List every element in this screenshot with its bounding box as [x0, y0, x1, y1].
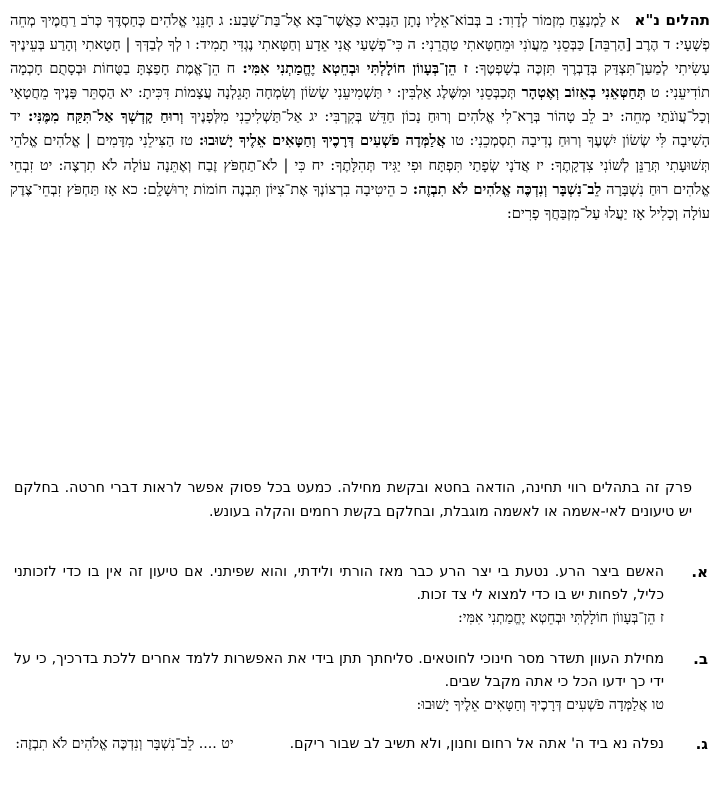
note-quote: לֵב־נִשְׁבָּר וְנִדְכֶּה אֱלֹהִים לֹא תִבְזֶה:: [15, 736, 195, 752]
note-letter: ב.: [693, 650, 708, 668]
note-letter: ג.: [695, 735, 708, 753]
psalm-text: [10, 8, 710, 226]
psalm-verse-8: ח הֵן־אֱמֶת חָפַצְתָּ בַטֻּחוֹת וּבְסָתֻם חָכְמָה תוֹדִיעֵנִי: ט: [10, 60, 711, 102]
note-text: מחילת העוון תשדר מסר חינוכי לחוטאים. סליחתך תתן בידי את האפשרות ללמד אחרים ללכת בדרכיך, כי על ידי כך ידעו הכל כי אתה מקבל שבים.: [14, 651, 664, 691]
note-body: [14, 733, 664, 756]
note-quote-prefix: יט ....: [194, 736, 234, 752]
psalm-verse-19-highlight: לֵב־נִשְׁבָּר וְנִדְכֶּה אֱלֹהִים לֹא תִבְזֶה:: [407, 180, 602, 198]
note-b: [14, 648, 708, 718]
psalm-verse-14: יד הָשִׁיבָה לִּי שְׂשׂוֹן יִשְׁעֶךָ וְרוּחַ נְדִיבָה תִסְמְכֵנִי: טו: [10, 108, 710, 150]
psalm-verse-13-highlight: וְרוּחַ קָדְשְׁךָ אַל־תִּקַּח מִמֶּנִּי:: [20, 108, 184, 126]
psalm-verse-7: ז הֵן־בְּעָווֹן חוֹלָלְתִּי וּבְחֵטְא יֶחֱמַתְנִי אִמִּי:: [235, 60, 468, 78]
psalm-verses-9-13: תְּכַבְּסֵנִי וּמִשֶּׁלֶג אַלְבִּין: י תַּשְׁמִיעֵנִי שָׂשׂוֹן וְשִׂמְחָה תָּגֵלְנָה עֲצָמוֹת דִּכִּיתָ: יא הַסְתֵּר פָּנֶיךָ מֵחֲטָאָי וְכָל־עֲוֺנֹתַי מְחֵה: יב לֵב טָהוֹר בְּרָא־לִי אֱלֹהִים וְרוּחַ נָכוֹן חַדֵּשׁ בְּקִרְבִּי: יג אַל־תַּשְׁלִיכֵנִי מִלְּפָנֶיךָ: [10, 84, 710, 126]
note-quote: ז הֵן־בְּעָווֹן חוֹלָלְתִּי וּבְחֵטְא יֶחֱמַתְנִי אִמִּי:: [457, 610, 664, 627]
note-body: [14, 561, 664, 631]
psalm-verse-9-highlight: תְּחַטְּאֵנִי בְאֵזוֹב וְאֶטְהָר: [516, 84, 646, 102]
psalm-verses-20-21: כ הֵיטִיבָה בִרְצוֹנְךָ אֶת־צִיּוֹן תִּבְנֶה חוֹמוֹת יְרוּשָׁלִָם: כא אָז תַּחְפֹּץ זִבְחֵי־צֶדֶק עוֹלָה וְכָלִיל אָז יַעֲלוּ עַל־מִזְבַּחֲךָ פָרִים:: [10, 180, 710, 222]
note-c: [14, 733, 708, 756]
note-text: נפלה נא ביד ה' אתה אל רחום וחנון, ולא תשיב לב שבור ריקם.: [289, 736, 664, 752]
intro-paragraph: פרק זה בתהלים רווי תחינה, הודאה בחטא ובקשת מחילה. כמעט בכל פסוק אפשר לראות דברי חרטה. בחלקם יש טיעונים לאי-אשמה או לאשמה מוגבלת, ובחלקם בקשת רחמים והקלה בעונש.: [14, 480, 692, 521]
note-letter: א.: [691, 563, 708, 581]
note-quote: טו אֲלַמְּדָה פֹשְׁעִים דְּרָכֶיךָ וְחַטָּאִים אֵלֶיךָ יָשׁוּבוּ:: [416, 697, 664, 714]
psalm-header: תהלים נ"א: [634, 11, 711, 29]
note-a: [14, 561, 708, 631]
psalm-verses-16-19: טז הַצִּילֵנִי מִדָּמִים | אֱלֹהִים אֱלֹהֵי תְּשׁוּעָתִי תְּרַנֵּן לְשׁוֹנִי צִדְקָתֶךָ: יז אֲדֹנָי שְׂפָתַי תִּפְתָּח וּפִי יַגִּיד תְּהִלָּתֶךָ: יח כִּי | לֹא־תַחְפֹּץ זֶבַח וְאֶתֵּנָה עוֹלָה לֹא תִרְצֶה: יט זִבְחֵי אֱלֹהִים רוּחַ נִשְׁבָּרָה: [10, 132, 711, 198]
psalm-verse-15: אֲלַמְּדָה פֹשְׁעִים דְּרָכֶיךָ וְחַטָּאִים אֵלֶיךָ יָשׁוּבוּ:: [192, 132, 446, 150]
note-body: [14, 648, 664, 718]
psalm-verses-1-6: א לַמְנַצֵּחַ מִזְמוֹר לְדָוִד: ב בְּבוֹא־אֵלָיו נָתָן הַנָּבִיא כַּאֲשֶׁר־בָּא אֶל־בַּת־שָׁבַע: ג חָנֵּנִי אֱלֹהִים כְּחַסְדֶּךָ כְּרֹב רַחֲמֶיךָ מְחֵה פְשָׁעָי: ד הֶרֶב [הַרְבֵּה] כַּבְּסֵנִי מֵעֲוֺנִי וּמֵחַטָּאתִי טַהֲרֵנִי: ה כִּי־פְשָׁעַי אֲנִי אֵדָע וְחַטָּאתִי נֶגְדִּי תָמִיד: ו לְךָ לְבַדְּךָ | חָטָאתִי וְהָרַע בְּעֵינֶיךָ עָשִׂיתִי לְמַעַן־תִּצְדַּק בְּדָבְרֶךָ תִּזְכֶּה בְשָׁפְטֶךָ:: [10, 12, 710, 78]
note-text: האשם ביצר הרע. נטעת בי יצר הרע כבר מאז הורתי ולידתי, והוא שפיתני. אם טיעון זה אין בו כדי לזכותני כליל, לפחות יש בו כדי למצוא לי צד זכות.: [14, 564, 664, 604]
